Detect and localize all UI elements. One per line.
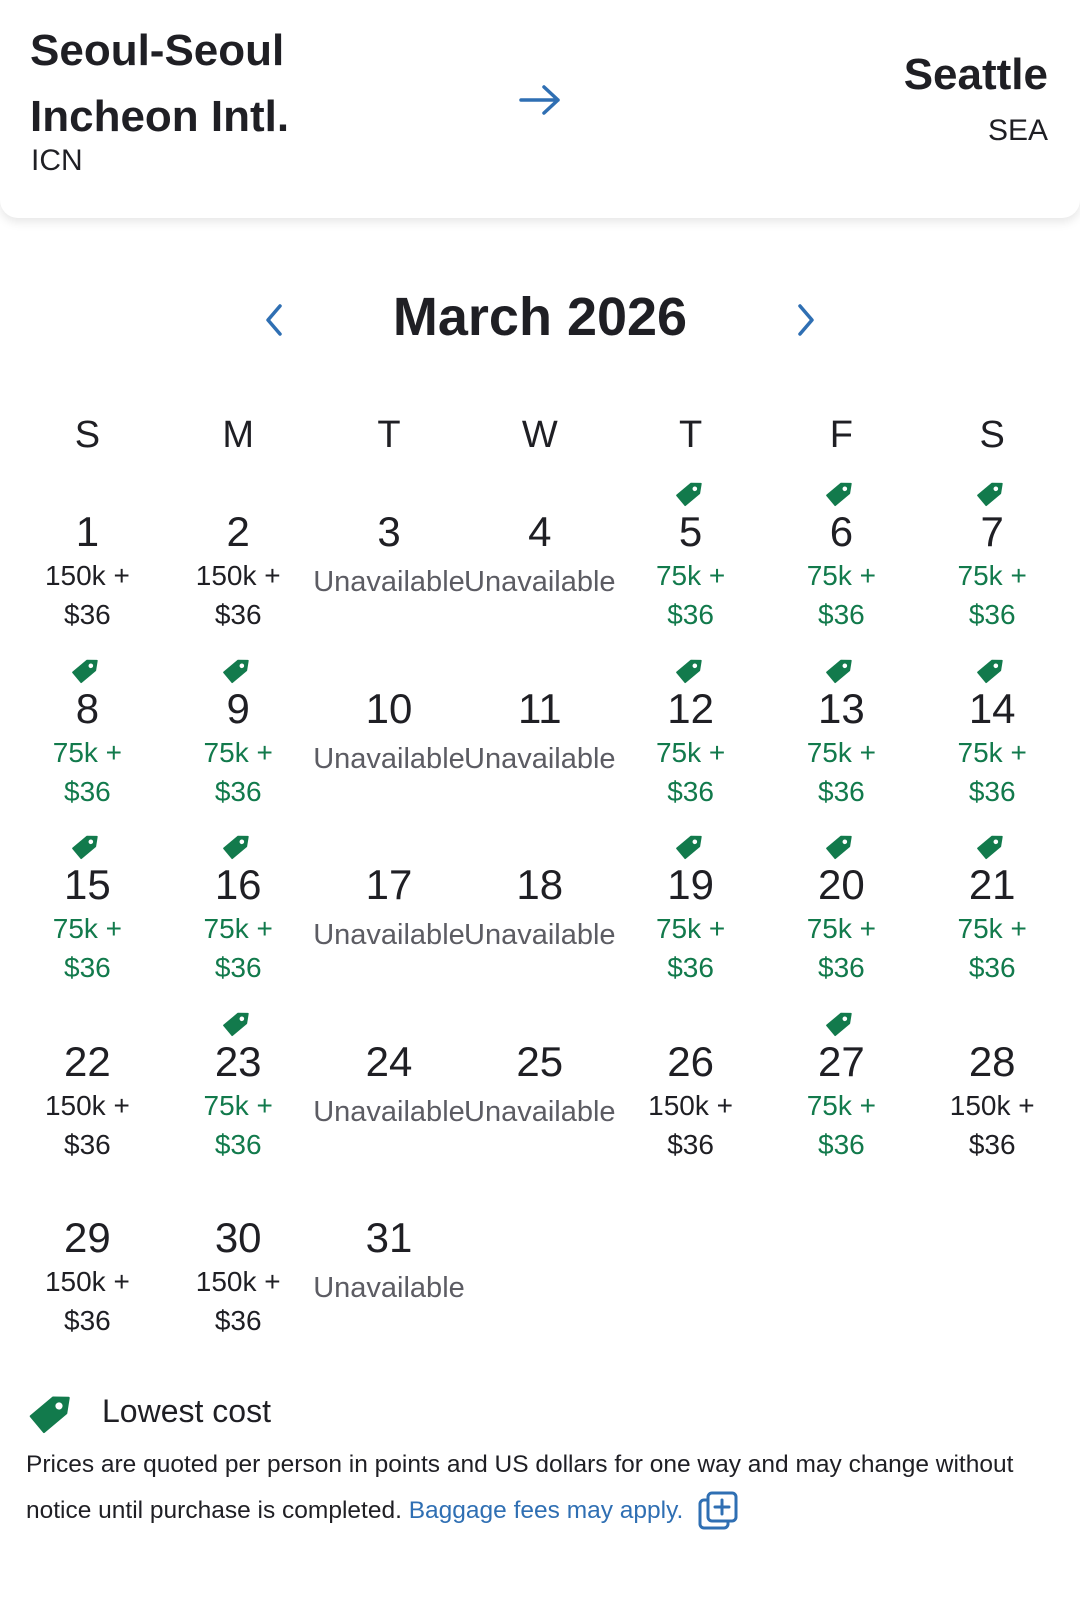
day-number: 25 xyxy=(516,1037,564,1085)
weekday-header xyxy=(12,400,1068,470)
price-cash: $36 xyxy=(667,1128,714,1160)
baggage-fees-link[interactable]: Baggage fees may apply. xyxy=(408,1497,684,1524)
price-points: 150k + xyxy=(44,1266,130,1297)
calendar-grid xyxy=(12,400,1068,1353)
price-tag-icon xyxy=(675,653,707,685)
day-number: 7 xyxy=(980,508,1004,555)
origin-city: Seoul-Seoul Incheon Intl. xyxy=(30,26,290,141)
calendar-week xyxy=(12,470,1068,647)
day-number: 24 xyxy=(365,1037,413,1085)
price-points: 75k + xyxy=(957,736,1027,768)
day-number: 12 xyxy=(667,684,714,732)
price-points: 75k + xyxy=(957,913,1027,944)
month-title: March 2026 xyxy=(392,287,688,347)
price-tag-icon xyxy=(71,829,103,861)
price-cash: $36 xyxy=(818,599,865,630)
price-disclaimer xyxy=(26,1442,1056,1534)
calendar-day-22[interactable] xyxy=(12,1000,163,1177)
tag-slot xyxy=(12,1000,163,1038)
calendar-day-25 xyxy=(464,1000,615,1177)
day-number: 8 xyxy=(75,684,100,732)
tag-slot xyxy=(314,470,465,508)
price-tag-icon xyxy=(675,829,707,861)
calendar-day-3 xyxy=(314,470,465,647)
tag-slot xyxy=(917,470,1068,508)
weekday-label: S xyxy=(74,414,101,456)
day-number: 4 xyxy=(528,508,552,555)
destination-city: Seattle xyxy=(903,50,1048,99)
calendar-day-29[interactable] xyxy=(12,1176,163,1353)
day-number: 1 xyxy=(75,508,100,555)
tag-slot xyxy=(314,1176,465,1214)
calendar-day-9[interactable] xyxy=(163,647,314,824)
day-number: 21 xyxy=(968,861,1016,908)
price-cash: $36 xyxy=(968,775,1016,807)
calendar-day-10 xyxy=(314,647,465,824)
legend-label: Lowest cost xyxy=(102,1392,271,1429)
weekday-label: S xyxy=(979,414,1005,456)
price-points: 75k + xyxy=(806,736,877,768)
empty-day-cell xyxy=(766,1176,917,1353)
calendar-day-23[interactable] xyxy=(163,1000,314,1177)
calendar-day-6[interactable] xyxy=(766,470,917,647)
price-points: 75k + xyxy=(806,1089,877,1121)
calendar-day-18 xyxy=(464,823,615,1000)
price-points: 150k + xyxy=(44,560,130,591)
tag-slot xyxy=(12,823,163,861)
day-number: 5 xyxy=(678,508,703,555)
price-cash: $36 xyxy=(64,1128,111,1160)
price-points: 150k + xyxy=(949,1089,1035,1121)
tag-slot xyxy=(615,647,766,685)
tag-slot xyxy=(615,1000,766,1038)
calendar-day-1[interactable] xyxy=(12,470,163,647)
price-points: 150k + xyxy=(195,560,281,591)
tag-slot xyxy=(917,1000,1068,1038)
price-cash: $36 xyxy=(968,952,1016,983)
tag-slot xyxy=(163,823,314,861)
price-cash: $36 xyxy=(214,952,262,983)
tag-slot xyxy=(766,647,917,685)
calendar-day-20[interactable] xyxy=(766,823,917,1000)
price-tag-icon xyxy=(28,1386,78,1436)
unavailable-label: Unavailable xyxy=(313,742,465,775)
day-number: 19 xyxy=(667,861,714,908)
calendar-day-30[interactable] xyxy=(163,1176,314,1353)
calendar-day-7[interactable] xyxy=(917,470,1068,647)
tag-slot xyxy=(917,823,1068,861)
unavailable-label: Unavailable xyxy=(313,1095,465,1128)
tag-slot xyxy=(163,647,314,685)
tag-slot xyxy=(464,823,615,861)
tag-slot xyxy=(464,1000,615,1038)
day-number: 23 xyxy=(214,1037,262,1085)
tag-slot xyxy=(464,470,615,508)
day-number: 6 xyxy=(829,508,854,555)
day-number: 28 xyxy=(968,1037,1016,1085)
calendar-week xyxy=(12,823,1068,1000)
price-tag-icon xyxy=(222,829,254,861)
day-number: 9 xyxy=(226,684,250,732)
price-points: 150k + xyxy=(648,1089,734,1121)
tag-slot xyxy=(12,1176,163,1214)
day-number: 16 xyxy=(214,861,262,908)
price-tag-icon xyxy=(825,1006,857,1038)
day-number: 22 xyxy=(64,1037,111,1085)
day-number: 20 xyxy=(818,861,865,908)
calendar-day-13[interactable] xyxy=(766,647,917,824)
price-tag-icon xyxy=(71,653,103,685)
price-points: 150k + xyxy=(44,1089,130,1121)
day-number: 10 xyxy=(365,684,413,732)
day-number: 30 xyxy=(214,1214,262,1261)
unavailable-label: Unavailable xyxy=(313,919,465,951)
empty-day-cell xyxy=(464,1176,615,1353)
calendar-week xyxy=(12,1176,1068,1353)
price-cash: $36 xyxy=(214,599,262,630)
weekday-label: T xyxy=(678,414,703,456)
weekday-label: F xyxy=(829,414,853,456)
calendar-weeks xyxy=(12,470,1068,1353)
unavailable-label: Unavailable xyxy=(464,1095,616,1128)
calendar-day-24 xyxy=(314,1000,465,1177)
price-points: 75k + xyxy=(52,736,123,768)
tag-slot xyxy=(163,470,314,508)
price-tag-icon xyxy=(825,476,857,508)
tag-slot xyxy=(464,647,615,685)
tag-slot xyxy=(12,470,163,508)
disclaimer-text: Prices are quoted per person in points and US dollars for one way and may change without notice until purchase is completed. xyxy=(26,1451,1014,1524)
price-tag-icon xyxy=(976,476,1008,508)
price-tag-icon xyxy=(976,653,1008,685)
price-points: 150k + xyxy=(195,1266,281,1297)
price-cash: $36 xyxy=(64,1305,111,1336)
arrow-right-icon xyxy=(518,82,564,118)
tag-slot xyxy=(163,1000,314,1038)
route-header xyxy=(0,0,1080,218)
tag-slot xyxy=(766,1000,917,1038)
tag-slot xyxy=(766,823,917,861)
tag-slot xyxy=(314,647,465,685)
day-number: 14 xyxy=(968,684,1016,732)
price-cash: $36 xyxy=(214,1128,262,1160)
price-cash: $36 xyxy=(214,1305,262,1336)
price-points: 75k + xyxy=(806,913,877,944)
tag-slot xyxy=(766,470,917,508)
price-cash: $36 xyxy=(818,1128,865,1160)
origin-code: ICN xyxy=(31,144,83,177)
price-cash: $36 xyxy=(968,599,1016,630)
calendar-week xyxy=(12,1000,1068,1177)
price-points: 75k + xyxy=(203,913,273,944)
price-points: 75k + xyxy=(806,560,877,591)
day-number: 15 xyxy=(64,861,111,908)
price-points: 75k + xyxy=(203,736,273,768)
price-cash: $36 xyxy=(64,952,111,983)
tag-slot xyxy=(314,1000,465,1038)
price-cash: $36 xyxy=(818,952,865,983)
calendar-week xyxy=(12,647,1068,824)
day-number: 18 xyxy=(516,861,564,908)
calendar-day-19[interactable] xyxy=(615,823,766,1000)
price-cash: $36 xyxy=(667,599,714,630)
empty-day-cell xyxy=(917,1176,1068,1353)
price-points: 75k + xyxy=(203,1089,273,1121)
calendar-day-14[interactable] xyxy=(917,647,1068,824)
calendar-day-8[interactable] xyxy=(12,647,163,824)
next-month-button[interactable] xyxy=(790,298,822,342)
price-points: 75k + xyxy=(52,913,123,944)
price-cash: $36 xyxy=(667,775,714,807)
external-window-icon[interactable] xyxy=(697,1490,741,1532)
tag-slot xyxy=(615,470,766,508)
unavailable-label: Unavailable xyxy=(313,1272,465,1304)
day-number: 11 xyxy=(517,684,562,732)
tag-slot xyxy=(314,823,465,861)
unavailable-label: Unavailable xyxy=(313,566,465,598)
price-tag-icon xyxy=(675,476,707,508)
weekday-label: W xyxy=(521,414,558,456)
day-number: 3 xyxy=(377,508,401,555)
price-tag-icon xyxy=(825,829,857,861)
tag-slot xyxy=(12,647,163,685)
price-points: 75k + xyxy=(655,560,726,591)
day-number: 31 xyxy=(365,1214,413,1261)
calendar-day-16[interactable] xyxy=(163,823,314,1000)
calendar-day-4 xyxy=(464,470,615,647)
price-tag-icon xyxy=(222,1006,254,1038)
day-number: 13 xyxy=(818,684,865,732)
unavailable-label: Unavailable xyxy=(464,742,616,775)
calendar-day-17 xyxy=(314,823,465,1000)
calendar-day-12[interactable] xyxy=(615,647,766,824)
day-number: 17 xyxy=(365,861,413,908)
weekday-label: M xyxy=(222,414,255,456)
price-tag-icon xyxy=(976,829,1008,861)
calendar-day-26[interactable] xyxy=(615,1000,766,1177)
empty-day-cell xyxy=(615,1176,766,1353)
price-points: 75k + xyxy=(655,736,726,768)
calendar-day-5[interactable] xyxy=(615,470,766,647)
day-number: 26 xyxy=(667,1037,714,1085)
tag-slot xyxy=(917,647,1068,685)
price-points: 75k + xyxy=(655,913,726,944)
price-cash: $36 xyxy=(64,599,111,630)
calendar-day-21[interactable] xyxy=(917,823,1068,1000)
price-cash: $36 xyxy=(968,1128,1016,1160)
price-tag-icon xyxy=(825,653,857,685)
unavailable-label: Unavailable xyxy=(464,566,616,598)
price-tag-icon xyxy=(222,653,254,685)
calendar-day-2[interactable] xyxy=(163,470,314,647)
price-cash: $36 xyxy=(64,775,111,807)
calendar-day-11 xyxy=(464,647,615,824)
day-number: 27 xyxy=(818,1037,865,1085)
calendar-day-31 xyxy=(314,1176,465,1353)
destination-code: SEA xyxy=(987,114,1048,147)
calendar-day-15[interactable] xyxy=(12,823,163,1000)
day-number: 2 xyxy=(226,508,250,555)
day-number: 29 xyxy=(64,1214,111,1261)
price-points: 75k + xyxy=(957,560,1027,591)
tag-slot xyxy=(615,823,766,861)
calendar-day-27[interactable] xyxy=(766,1000,917,1177)
legend xyxy=(28,1386,271,1436)
unavailable-label: Unavailable xyxy=(464,919,616,951)
price-cash: $36 xyxy=(214,775,262,807)
weekday-label: T xyxy=(377,414,401,456)
tag-slot xyxy=(163,1176,314,1214)
price-cash: $36 xyxy=(818,775,865,807)
calendar-day-28[interactable] xyxy=(917,1000,1068,1177)
price-cash: $36 xyxy=(667,952,714,983)
